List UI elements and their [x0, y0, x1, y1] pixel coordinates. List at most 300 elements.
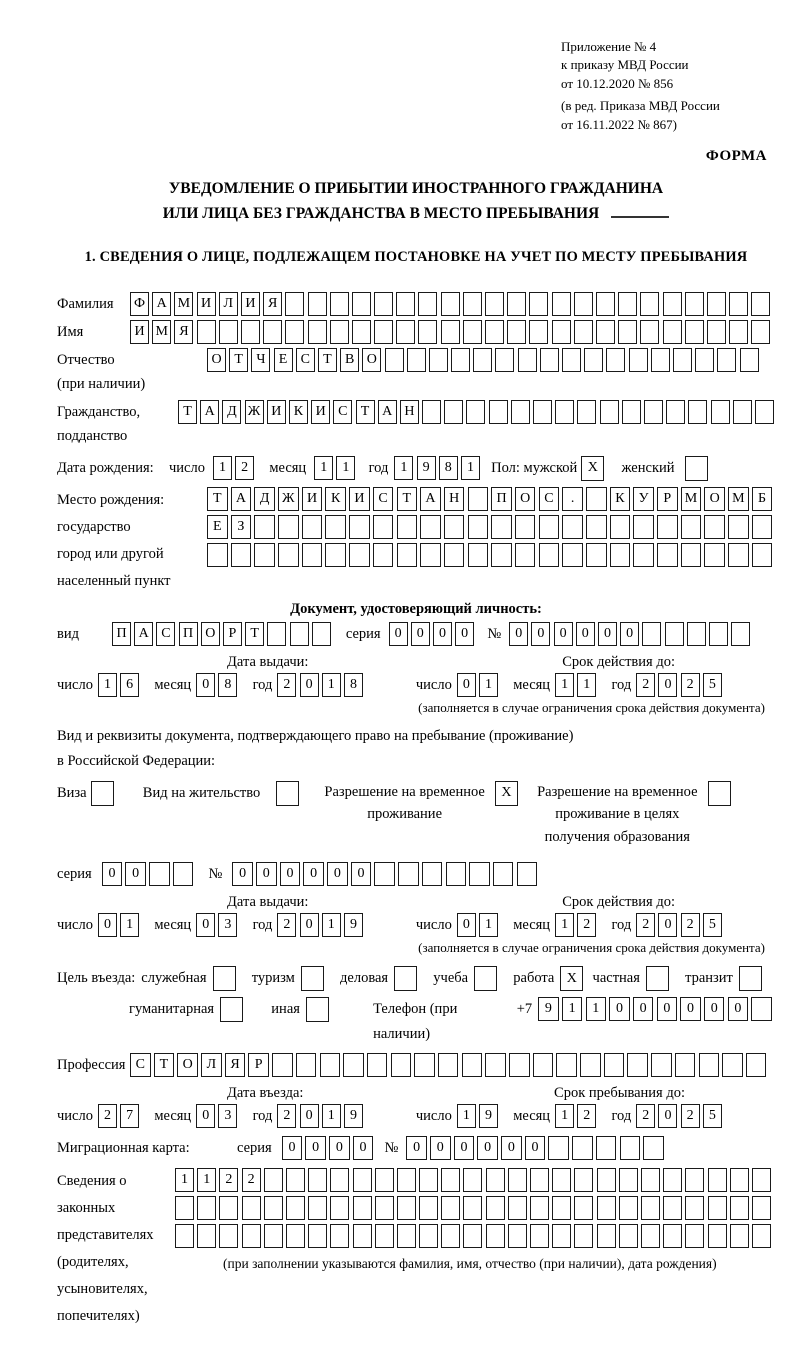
char-box[interactable]: 1: [555, 1104, 574, 1128]
char-box[interactable]: 9: [417, 456, 436, 480]
char-box[interactable]: Д: [222, 400, 241, 424]
char-box[interactable]: 1: [197, 1168, 216, 1192]
char-box[interactable]: 1: [394, 456, 413, 480]
char-box[interactable]: С: [156, 622, 175, 646]
permit-issue-day-boxes[interactable]: [98, 913, 142, 937]
representatives-row3-boxes[interactable]: [175, 1224, 774, 1248]
char-box[interactable]: [685, 1168, 704, 1192]
char-box[interactable]: [267, 622, 286, 646]
char-box[interactable]: 2: [277, 1104, 296, 1128]
char-box[interactable]: 9: [538, 997, 559, 1021]
birthplace-row3-boxes[interactable]: [207, 543, 776, 567]
char-box[interactable]: [552, 1168, 571, 1192]
char-box[interactable]: [641, 1196, 660, 1220]
char-box[interactable]: [752, 515, 773, 539]
char-box[interactable]: [685, 320, 704, 344]
purpose-study-checkbox[interactable]: [474, 966, 500, 991]
char-box[interactable]: 5: [703, 913, 722, 937]
char-box[interactable]: [708, 781, 731, 806]
char-box[interactable]: 0: [554, 622, 573, 646]
char-box[interactable]: [627, 1053, 648, 1077]
char-box[interactable]: [618, 292, 637, 316]
char-box[interactable]: 0: [609, 997, 630, 1021]
char-box[interactable]: 0: [300, 673, 319, 697]
char-box[interactable]: Т: [356, 400, 375, 424]
purpose-official-checkbox[interactable]: [213, 966, 239, 991]
purpose-tourism-checkbox[interactable]: [301, 966, 327, 991]
char-box[interactable]: 1: [213, 456, 232, 480]
char-box[interactable]: [733, 400, 752, 424]
stay-month-boxes[interactable]: [555, 1104, 599, 1128]
char-box[interactable]: Л: [219, 292, 238, 316]
char-box[interactable]: [394, 966, 417, 991]
char-box[interactable]: [663, 320, 682, 344]
char-box[interactable]: 0: [501, 1136, 522, 1160]
char-box[interactable]: [685, 292, 704, 316]
char-box[interactable]: [529, 320, 548, 344]
stay-day-boxes[interactable]: [457, 1104, 501, 1128]
char-box[interactable]: [241, 320, 260, 344]
char-box[interactable]: [302, 515, 323, 539]
char-box[interactable]: [511, 400, 530, 424]
char-box[interactable]: И: [302, 487, 323, 511]
migration-number-boxes[interactable]: [406, 1136, 667, 1160]
char-box[interactable]: [681, 515, 702, 539]
char-box[interactable]: [665, 622, 684, 646]
char-box[interactable]: [396, 320, 415, 344]
rvp-education-checkbox[interactable]: [708, 781, 734, 806]
char-box[interactable]: 1: [479, 673, 498, 697]
char-box[interactable]: [620, 1136, 641, 1160]
char-box[interactable]: 8: [439, 456, 458, 480]
char-box[interactable]: [391, 1053, 412, 1077]
char-box[interactable]: [197, 1224, 216, 1248]
char-box[interactable]: 0: [658, 1104, 677, 1128]
char-box[interactable]: [508, 1168, 527, 1192]
char-box[interactable]: 1: [322, 913, 341, 937]
char-box[interactable]: [597, 1196, 616, 1220]
char-box[interactable]: 0: [305, 1136, 326, 1160]
char-box[interactable]: [580, 1053, 601, 1077]
char-box[interactable]: [468, 515, 489, 539]
char-box[interactable]: [556, 1053, 577, 1077]
char-box[interactable]: [515, 515, 536, 539]
char-box[interactable]: [486, 1224, 505, 1248]
char-box[interactable]: [552, 292, 571, 316]
char-box[interactable]: [574, 292, 593, 316]
migration-series-boxes[interactable]: [282, 1136, 377, 1160]
char-box[interactable]: [374, 292, 393, 316]
birth-year-boxes[interactable]: [394, 456, 483, 480]
char-box[interactable]: [352, 292, 371, 316]
char-box[interactable]: [278, 515, 299, 539]
char-box[interactable]: [219, 320, 238, 344]
doc-issue-year-boxes[interactable]: [277, 673, 366, 697]
char-box[interactable]: [651, 348, 670, 372]
char-box[interactable]: 0: [406, 1136, 427, 1160]
patronymic-boxes[interactable]: [207, 348, 762, 372]
char-box[interactable]: [485, 320, 504, 344]
doc-valid-day-boxes[interactable]: [457, 673, 501, 697]
char-box[interactable]: [663, 292, 682, 316]
rvp-checkbox[interactable]: [495, 781, 521, 806]
char-box[interactable]: [373, 515, 394, 539]
char-box[interactable]: [312, 622, 331, 646]
char-box[interactable]: 0: [196, 673, 215, 697]
char-box[interactable]: X: [495, 781, 518, 806]
purpose-business-checkbox[interactable]: [394, 966, 420, 991]
char-box[interactable]: [619, 1168, 638, 1192]
char-box[interactable]: 0: [329, 1136, 350, 1160]
char-box[interactable]: А: [420, 487, 441, 511]
char-box[interactable]: [466, 400, 485, 424]
doc-valid-year-boxes[interactable]: [636, 673, 725, 697]
char-box[interactable]: 2: [681, 913, 700, 937]
char-box[interactable]: Р: [223, 622, 242, 646]
char-box[interactable]: 0: [433, 622, 452, 646]
char-box[interactable]: 0: [280, 862, 301, 886]
char-box[interactable]: [441, 1196, 460, 1220]
char-box[interactable]: 0: [620, 622, 639, 646]
char-box[interactable]: 1: [562, 997, 583, 1021]
char-box[interactable]: [276, 781, 299, 806]
char-box[interactable]: [633, 515, 654, 539]
char-box[interactable]: 1: [555, 913, 574, 937]
char-box[interactable]: Т: [154, 1053, 175, 1077]
char-box[interactable]: [518, 348, 537, 372]
char-box[interactable]: [469, 862, 490, 886]
char-box[interactable]: [493, 862, 514, 886]
char-box[interactable]: 0: [196, 1104, 215, 1128]
entry-month-boxes[interactable]: [196, 1104, 240, 1128]
char-box[interactable]: 1: [457, 1104, 476, 1128]
char-box[interactable]: [330, 320, 349, 344]
doc-issue-month-boxes[interactable]: [196, 673, 240, 697]
char-box[interactable]: 0: [351, 862, 372, 886]
char-box[interactable]: [610, 543, 631, 567]
char-box[interactable]: 1: [577, 673, 596, 697]
char-box[interactable]: [308, 292, 327, 316]
char-box[interactable]: 0: [389, 622, 408, 646]
char-box[interactable]: [373, 543, 394, 567]
char-box[interactable]: Я: [225, 1053, 246, 1077]
char-box[interactable]: О: [515, 487, 536, 511]
char-box[interactable]: М: [681, 487, 702, 511]
char-box[interactable]: [610, 515, 631, 539]
char-box[interactable]: У: [633, 487, 654, 511]
char-box[interactable]: .: [562, 487, 583, 511]
char-box[interactable]: [91, 781, 114, 806]
char-box[interactable]: [264, 1196, 283, 1220]
char-box[interactable]: О: [207, 348, 226, 372]
char-box[interactable]: [175, 1224, 194, 1248]
char-box[interactable]: [446, 862, 467, 886]
char-box[interactable]: 0: [457, 913, 476, 937]
char-box[interactable]: Т: [207, 487, 228, 511]
char-box[interactable]: 6: [120, 673, 139, 697]
char-box[interactable]: [308, 1196, 327, 1220]
birth-month-boxes[interactable]: [314, 456, 358, 480]
char-box[interactable]: А: [134, 622, 153, 646]
char-box[interactable]: [349, 543, 370, 567]
char-box[interactable]: Т: [245, 622, 264, 646]
char-box[interactable]: [633, 543, 654, 567]
char-box[interactable]: [278, 543, 299, 567]
char-box[interactable]: [441, 320, 460, 344]
visa-checkbox[interactable]: [91, 781, 117, 806]
char-box[interactable]: [657, 515, 678, 539]
char-box[interactable]: [685, 1224, 704, 1248]
char-box[interactable]: К: [289, 400, 308, 424]
char-box[interactable]: [213, 966, 236, 991]
char-box[interactable]: [242, 1196, 261, 1220]
char-box[interactable]: [375, 1168, 394, 1192]
char-box[interactable]: [562, 515, 583, 539]
char-box[interactable]: [367, 1053, 388, 1077]
char-box[interactable]: 2: [235, 456, 254, 480]
residence-permit-checkbox[interactable]: [276, 781, 302, 806]
char-box[interactable]: 0: [633, 997, 654, 1021]
char-box[interactable]: [622, 400, 641, 424]
char-box[interactable]: [574, 1168, 593, 1192]
char-box[interactable]: [330, 1224, 349, 1248]
char-box[interactable]: [463, 292, 482, 316]
char-box[interactable]: 0: [300, 913, 319, 937]
char-box[interactable]: [739, 966, 762, 991]
char-box[interactable]: [325, 543, 346, 567]
char-box[interactable]: П: [179, 622, 198, 646]
char-box[interactable]: [149, 862, 170, 886]
char-box[interactable]: 1: [461, 456, 480, 480]
char-box[interactable]: 9: [479, 1104, 498, 1128]
char-box[interactable]: [285, 292, 304, 316]
char-box[interactable]: 0: [728, 997, 749, 1021]
char-box[interactable]: 1: [322, 1104, 341, 1128]
char-box[interactable]: [687, 622, 706, 646]
char-box[interactable]: 2: [577, 1104, 596, 1128]
char-box[interactable]: [320, 1053, 341, 1077]
char-box[interactable]: 1: [586, 997, 607, 1021]
char-box[interactable]: [444, 515, 465, 539]
char-box[interactable]: С: [539, 487, 560, 511]
char-box[interactable]: [644, 400, 663, 424]
char-box[interactable]: [539, 543, 560, 567]
char-box[interactable]: 1: [336, 456, 355, 480]
char-box[interactable]: 0: [477, 1136, 498, 1160]
char-box[interactable]: 8: [344, 673, 363, 697]
char-box[interactable]: 8: [218, 673, 237, 697]
char-box[interactable]: [441, 292, 460, 316]
sex-female-checkbox[interactable]: [685, 456, 711, 481]
char-box[interactable]: [272, 1053, 293, 1077]
profession-boxes[interactable]: [130, 1053, 770, 1077]
char-box[interactable]: 3: [218, 913, 237, 937]
char-box[interactable]: [308, 1168, 327, 1192]
char-box[interactable]: [663, 1196, 682, 1220]
char-box[interactable]: А: [152, 292, 171, 316]
char-box[interactable]: 9: [344, 913, 363, 937]
char-box[interactable]: [657, 543, 678, 567]
char-box[interactable]: [618, 320, 637, 344]
char-box[interactable]: [175, 1196, 194, 1220]
doc-issue-day-boxes[interactable]: [98, 673, 142, 697]
char-box[interactable]: [507, 320, 526, 344]
char-box[interactable]: [673, 348, 692, 372]
char-box[interactable]: [419, 1224, 438, 1248]
char-box[interactable]: [651, 1053, 672, 1077]
char-box[interactable]: З: [231, 515, 252, 539]
char-box[interactable]: [729, 292, 748, 316]
char-box[interactable]: Ж: [245, 400, 264, 424]
char-box[interactable]: [596, 320, 615, 344]
char-box[interactable]: [352, 320, 371, 344]
char-box[interactable]: [685, 1196, 704, 1220]
char-box[interactable]: 0: [196, 913, 215, 937]
char-box[interactable]: 1: [479, 913, 498, 937]
char-box[interactable]: 0: [455, 622, 474, 646]
char-box[interactable]: [207, 543, 228, 567]
char-box[interactable]: [375, 1224, 394, 1248]
char-box[interactable]: Ж: [278, 487, 299, 511]
char-box[interactable]: [219, 1224, 238, 1248]
char-box[interactable]: [663, 1224, 682, 1248]
citizenship-boxes[interactable]: [178, 400, 777, 424]
char-box[interactable]: [606, 348, 625, 372]
char-box[interactable]: [629, 348, 648, 372]
char-box[interactable]: 0: [300, 1104, 319, 1128]
char-box[interactable]: [555, 400, 574, 424]
char-box[interactable]: [308, 1224, 327, 1248]
doc-number-boxes[interactable]: [509, 622, 753, 646]
char-box[interactable]: [306, 997, 329, 1022]
char-box[interactable]: [418, 320, 437, 344]
char-box[interactable]: Т: [397, 487, 418, 511]
char-box[interactable]: 0: [531, 622, 550, 646]
char-box[interactable]: С: [333, 400, 352, 424]
char-box[interactable]: [343, 1053, 364, 1077]
char-box[interactable]: [486, 1168, 505, 1192]
doc-kind-boxes[interactable]: [112, 622, 334, 646]
char-box[interactable]: И: [267, 400, 286, 424]
char-box[interactable]: 0: [509, 622, 528, 646]
char-box[interactable]: [751, 292, 770, 316]
permit-valid-year-boxes[interactable]: [636, 913, 725, 937]
char-box[interactable]: [419, 1168, 438, 1192]
char-box[interactable]: [508, 1224, 527, 1248]
char-box[interactable]: [330, 292, 349, 316]
char-box[interactable]: К: [610, 487, 631, 511]
char-box[interactable]: [704, 543, 725, 567]
doc-valid-month-boxes[interactable]: [555, 673, 599, 697]
char-box[interactable]: И: [241, 292, 260, 316]
char-box[interactable]: П: [491, 487, 512, 511]
char-box[interactable]: 0: [658, 673, 677, 697]
char-box[interactable]: И: [197, 292, 216, 316]
char-box[interactable]: [468, 487, 489, 511]
char-box[interactable]: [562, 543, 583, 567]
char-box[interactable]: [539, 515, 560, 539]
char-box[interactable]: Т: [178, 400, 197, 424]
char-box[interactable]: А: [231, 487, 252, 511]
char-box[interactable]: М: [152, 320, 171, 344]
char-box[interactable]: О: [704, 487, 725, 511]
char-box[interactable]: Р: [657, 487, 678, 511]
char-box[interactable]: [663, 1168, 682, 1192]
char-box[interactable]: [574, 1196, 593, 1220]
char-box[interactable]: 1: [555, 673, 574, 697]
char-box[interactable]: М: [728, 487, 749, 511]
char-box[interactable]: С: [130, 1053, 151, 1077]
char-box[interactable]: [728, 515, 749, 539]
char-box[interactable]: [597, 1168, 616, 1192]
char-box[interactable]: [562, 348, 581, 372]
char-box[interactable]: 1: [322, 673, 341, 697]
char-box[interactable]: [746, 1053, 767, 1077]
char-box[interactable]: [285, 320, 304, 344]
char-box[interactable]: Н: [444, 487, 465, 511]
char-box[interactable]: [529, 292, 548, 316]
char-box[interactable]: [666, 400, 685, 424]
entry-day-boxes[interactable]: [98, 1104, 142, 1128]
representatives-row1-boxes[interactable]: [175, 1168, 774, 1192]
purpose-other-checkbox[interactable]: [306, 997, 332, 1022]
char-box[interactable]: [586, 543, 607, 567]
char-box[interactable]: [219, 1196, 238, 1220]
char-box[interactable]: Ч: [251, 348, 270, 372]
char-box[interactable]: 0: [256, 862, 277, 886]
char-box[interactable]: [640, 320, 659, 344]
char-box[interactable]: 3: [218, 1104, 237, 1128]
char-box[interactable]: [509, 1053, 530, 1077]
char-box[interactable]: О: [362, 348, 381, 372]
char-box[interactable]: 0: [576, 622, 595, 646]
char-box[interactable]: Н: [400, 400, 419, 424]
char-box[interactable]: [552, 1196, 571, 1220]
char-box[interactable]: [619, 1196, 638, 1220]
char-box[interactable]: 0: [98, 913, 117, 937]
char-box[interactable]: [397, 543, 418, 567]
char-box[interactable]: [675, 1053, 696, 1077]
char-box[interactable]: [740, 348, 759, 372]
char-box[interactable]: 0: [457, 673, 476, 697]
char-box[interactable]: 0: [525, 1136, 546, 1160]
representatives-row2-boxes[interactable]: [175, 1196, 774, 1220]
char-box[interactable]: 1: [98, 673, 117, 697]
char-box[interactable]: [398, 862, 419, 886]
char-box[interactable]: Т: [229, 348, 248, 372]
char-box[interactable]: [374, 320, 393, 344]
char-box[interactable]: [286, 1196, 305, 1220]
char-box[interactable]: Д: [254, 487, 275, 511]
char-box[interactable]: [463, 1224, 482, 1248]
char-box[interactable]: 0: [411, 622, 430, 646]
char-box[interactable]: И: [130, 320, 149, 344]
char-box[interactable]: Е: [207, 515, 228, 539]
char-box[interactable]: [375, 1196, 394, 1220]
char-box[interactable]: [755, 400, 774, 424]
char-box[interactable]: Л: [201, 1053, 222, 1077]
char-box[interactable]: [441, 1224, 460, 1248]
char-box[interactable]: 0: [430, 1136, 451, 1160]
permit-number-boxes[interactable]: [232, 862, 540, 886]
char-box[interactable]: [422, 862, 443, 886]
char-box[interactable]: [468, 543, 489, 567]
char-box[interactable]: [419, 1196, 438, 1220]
char-box[interactable]: [586, 487, 607, 511]
char-box[interactable]: [374, 862, 395, 886]
char-box[interactable]: [486, 1196, 505, 1220]
char-box[interactable]: 9: [344, 1104, 363, 1128]
